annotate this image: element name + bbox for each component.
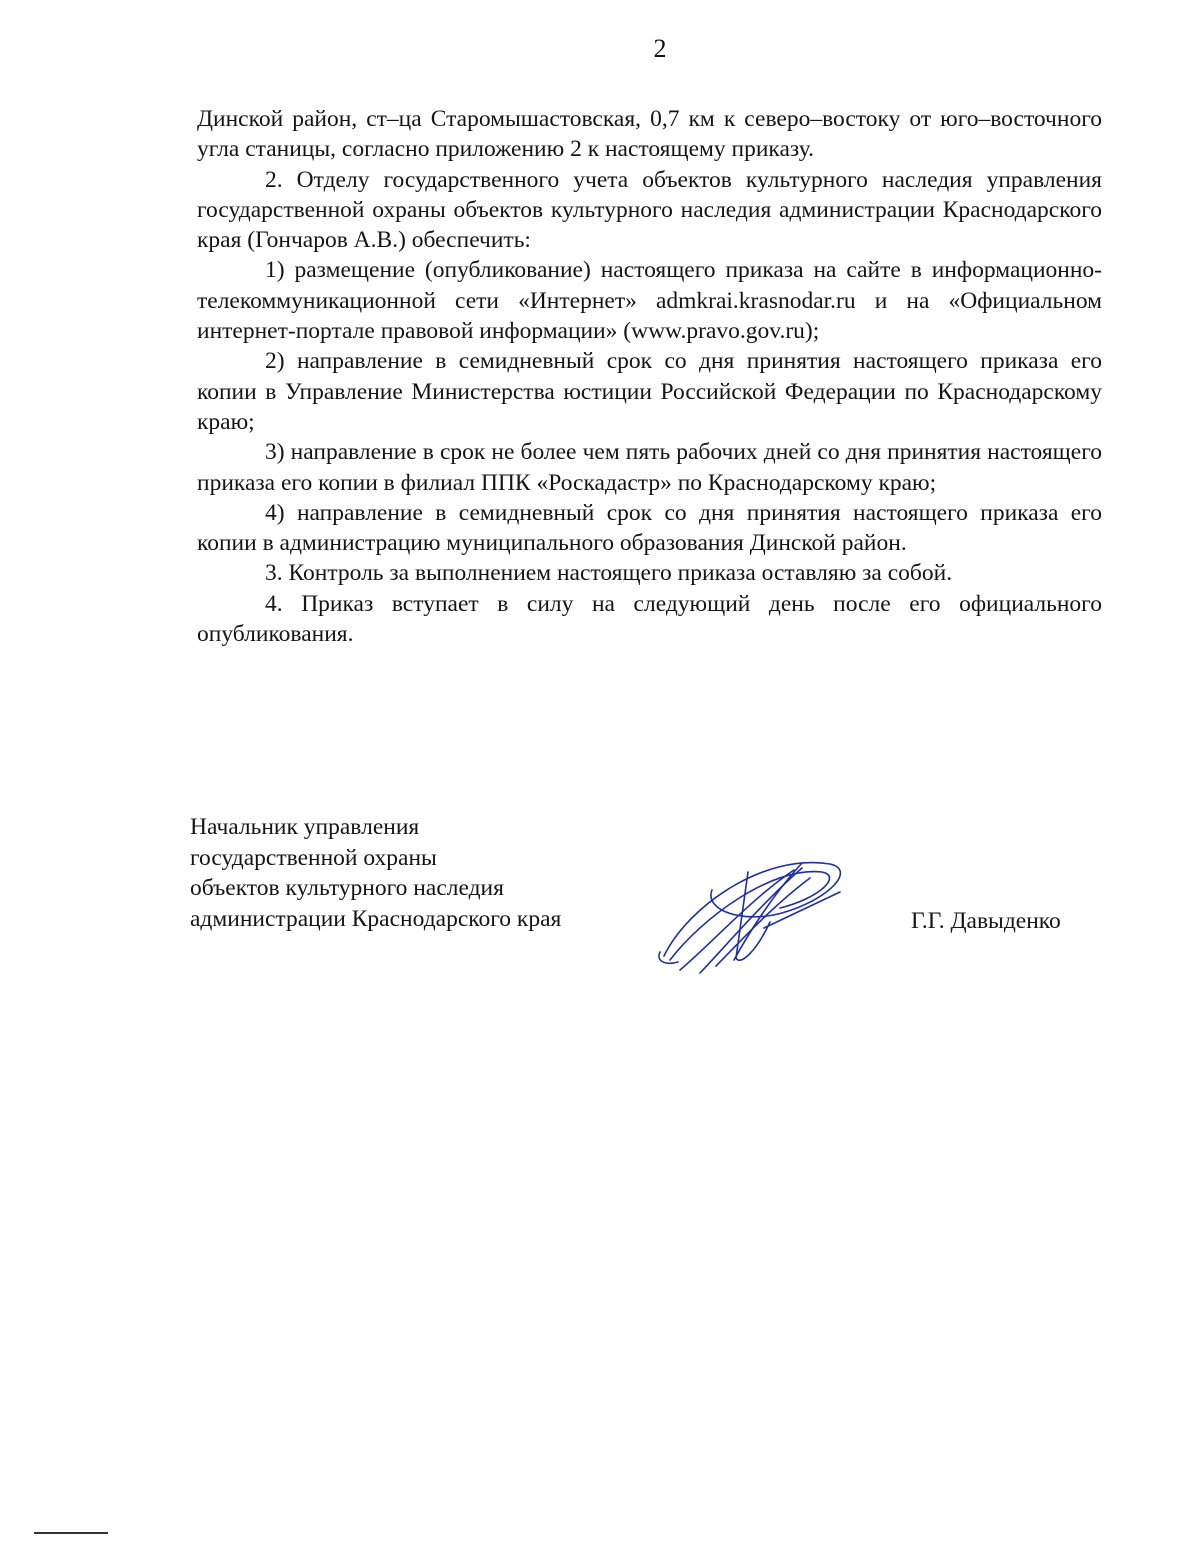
signatory-position <box>190 812 561 934</box>
body-subitem-3: 3) направление в срок не более чем пять рабочих дней со дня принятия настоящего приказа его копии в филиал ППК «Роскадастр» по Краснодарскому краю; <box>197 439 1102 496</box>
handwritten-signature <box>652 848 852 983</box>
body-subitem-1: 1) размещение (опубликование) настоящего приказа на сайте в информационно-телекоммуникационной сети «Интернет» admkrai.krasnodar.ru и на «Официальном интернет-портале правовой информации» (www.pravo.gov.ru); <box>197 257 1102 345</box>
body-subitem-2: 2) направление в семидневный срок со дня принятия настоящего приказа его копии в Управление Министерства юстиции Российской Федерации по Краснодарскому краю; <box>197 348 1102 435</box>
page-number: 2 <box>653 34 667 63</box>
body-paragraph-continuation: Динской район, ст–ца Старомышастовская, 0,7 км к северо–востоку от юго–восточного угла станицы, согласно приложению 2 к настоящему приказу. <box>197 106 1102 163</box>
signatory-position-line: администрации Краснодарского края <box>190 905 562 932</box>
signatory-name: Г.Г. Давыденко <box>911 908 1061 934</box>
signatory-position-line: государственной охраны <box>190 844 437 871</box>
body-paragraph-item-4: 4. Приказ вступает в силу на следующий день после его официального опубликования. <box>197 590 1102 648</box>
body-subitem-4: 4) направление в семидневный срок со дня принятия настоящего приказа его копии в администрацию муниципального образования Динской район. <box>197 499 1102 557</box>
body-paragraph-item-2: 2. Отделу государственного учета объектов культурного наследия управления государственной охраны объектов культурного наследия администрации Краснодарского края (Гончаров А.В.) обеспечить: <box>197 166 1102 254</box>
signatory-position-line: Начальник управления <box>190 814 420 840</box>
document-body <box>197 104 1102 649</box>
footer-divider <box>34 1532 108 1534</box>
signatory-position-line: объектов культурного наследия <box>190 875 504 901</box>
body-paragraph-item-3: 3. Контроль за выполнением настоящего приказа оставляю за собой. <box>265 560 953 587</box>
